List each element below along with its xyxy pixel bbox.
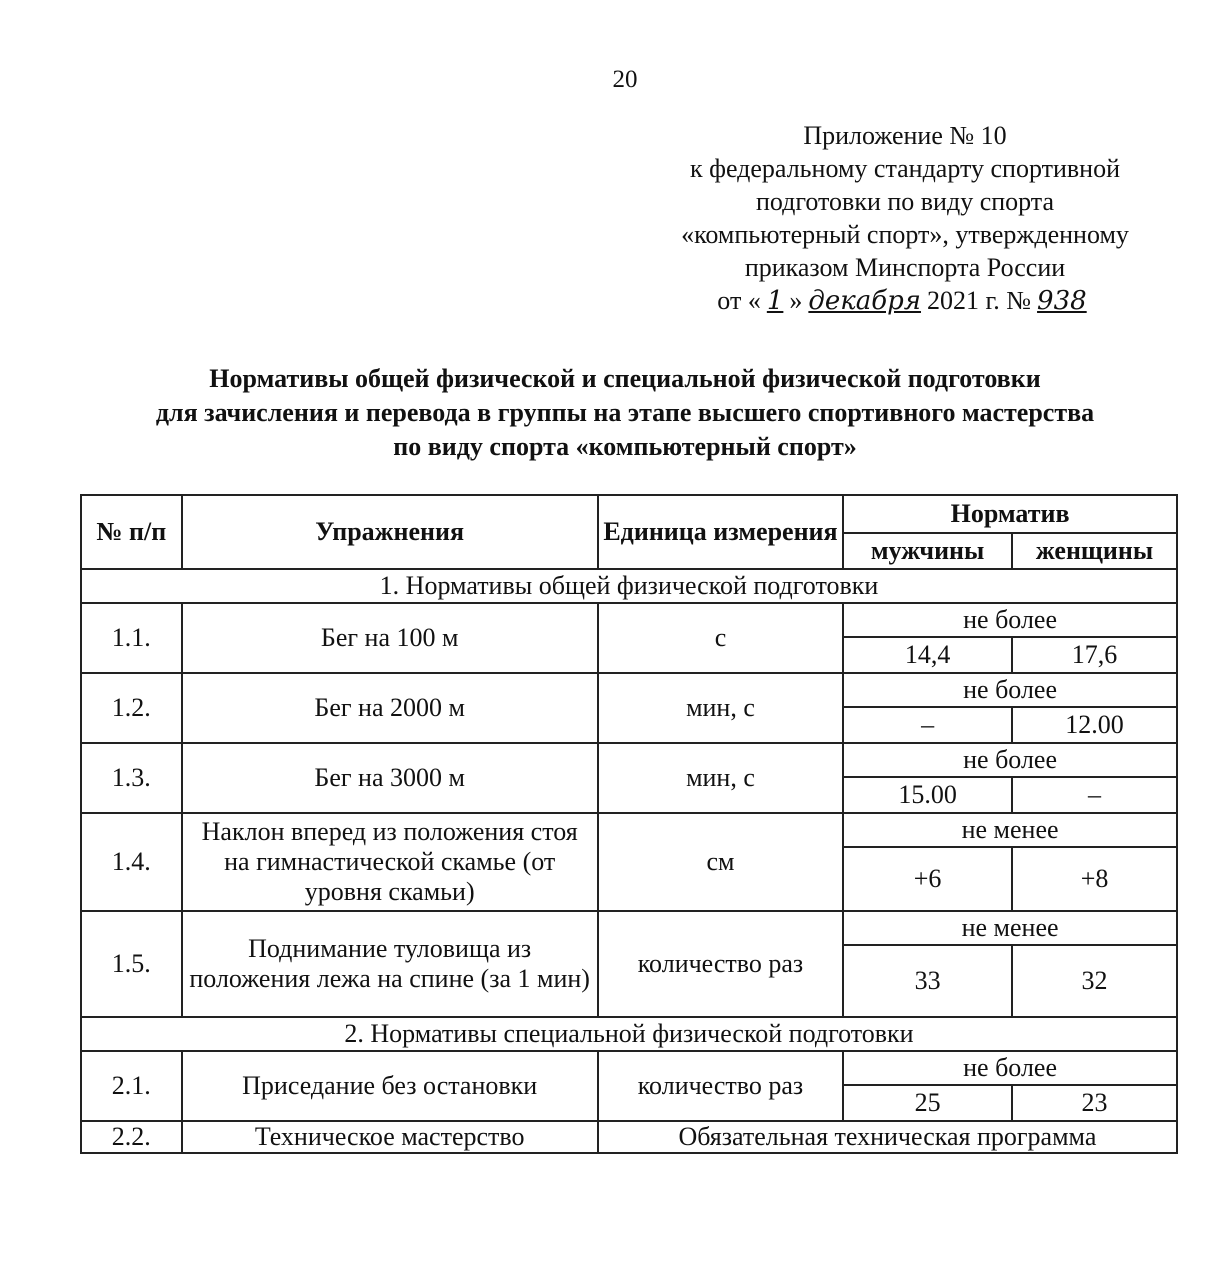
table-row <box>81 813 1177 847</box>
row-women-value: 23 <box>1012 1085 1177 1121</box>
table-row <box>81 1051 1177 1085</box>
row-exercise: Бег на 2000 м <box>182 673 598 743</box>
document-title <box>0 362 1212 464</box>
row-men-value: 25 <box>843 1085 1012 1121</box>
section-title: 1. Нормативы общей физической подготовки <box>81 569 1177 603</box>
order-date-line <box>600 284 1210 318</box>
row-num: 1.1. <box>81 603 182 673</box>
header-norm: Норматив <box>843 495 1177 533</box>
row-unit: с <box>598 603 843 673</box>
row-num: 1.4. <box>81 813 182 911</box>
table-row <box>81 673 1177 707</box>
header-exercise: Упражнения <box>182 495 598 569</box>
header-unit: Единица измерения <box>598 495 843 569</box>
page-number: 20 <box>612 66 638 93</box>
row-women-value: 32 <box>1012 945 1177 1017</box>
table-row <box>81 603 1177 637</box>
row-women-value: – <box>1012 777 1177 813</box>
row-num: 2.2. <box>81 1121 182 1153</box>
row-unit: мин, с <box>598 743 843 813</box>
header-men: мужчины <box>843 533 1012 569</box>
row-num: 1.5. <box>81 911 182 1017</box>
table-row <box>81 1121 1177 1153</box>
norms-table <box>80 494 1178 1154</box>
title-line: Нормативы общей физической и специальной физической подготовки <box>209 364 1041 393</box>
row-condition: не менее <box>843 911 1177 945</box>
row-unit: см <box>598 813 843 911</box>
table-row <box>81 911 1177 945</box>
header-women: женщины <box>1012 533 1177 569</box>
row-exercise: Приседание без остановки <box>182 1051 598 1121</box>
section-row <box>81 1017 1177 1051</box>
row-men-value: +6 <box>843 847 1012 911</box>
title-line: для зачисления и перевода в группы на этапе высшего спортивного мастерства <box>155 398 1095 427</box>
section-row <box>81 569 1177 603</box>
row-condition: не более <box>843 743 1177 777</box>
handwritten-day: 1 <box>766 286 784 316</box>
row-unit: количество раз <box>598 1051 843 1121</box>
row-num: 1.2. <box>81 673 182 743</box>
row-condition: не более <box>843 673 1177 707</box>
row-exercise: Техническое мастерство <box>182 1121 598 1153</box>
row-women-value: 17,6 <box>1012 637 1177 673</box>
row-men-value: 15.00 <box>843 777 1012 813</box>
section-title: 2. Нормативы специальной физической подготовки <box>81 1017 1177 1051</box>
row-num: 2.1. <box>81 1051 182 1121</box>
date-year: 2021 г. № <box>927 286 1032 315</box>
appendix-line: Приложение № 10 <box>803 121 1007 150</box>
date-day-close: » <box>789 286 803 315</box>
date-prefix: от « <box>717 286 761 315</box>
table-header-row <box>81 495 1177 533</box>
row-men-value: – <box>843 707 1012 743</box>
header-num: № п/п <box>81 495 182 569</box>
row-condition: не менее <box>843 813 1177 847</box>
row-condition: не более <box>843 1051 1177 1085</box>
row-women-value: 12.00 <box>1012 707 1177 743</box>
handwritten-order-number: 938 <box>1037 286 1087 316</box>
row-men-value: 14,4 <box>843 637 1012 673</box>
row-program: Обязательная техническая программа <box>598 1121 1177 1153</box>
row-exercise: Наклон вперед из положения стоя на гимнастической скамье (от уровня скамьи) <box>182 813 598 911</box>
appendix-line: «компьютерный спорт», утвержденному <box>681 220 1129 249</box>
row-exercise: Бег на 3000 м <box>182 743 598 813</box>
row-unit: мин, с <box>598 673 843 743</box>
appendix-line: приказом Минспорта России <box>744 253 1066 282</box>
appendix-line: подготовки по виду спорта <box>755 187 1055 216</box>
row-exercise: Бег на 100 м <box>182 603 598 673</box>
title-line: по виду спорта «компьютерный спорт» <box>393 432 857 461</box>
row-men-value: 33 <box>843 945 1012 1017</box>
appendix-header <box>600 119 1210 318</box>
row-exercise: Поднимание туловища из положения лежа на спине (за 1 мин) <box>182 911 598 1017</box>
row-condition: не более <box>843 603 1177 637</box>
row-num: 1.3. <box>81 743 182 813</box>
row-women-value: +8 <box>1012 847 1177 911</box>
appendix-line: к федеральному стандарту спортивной <box>689 154 1121 183</box>
handwritten-month: декабря <box>808 286 921 316</box>
row-unit: количество раз <box>598 911 843 1017</box>
table-row <box>81 743 1177 777</box>
